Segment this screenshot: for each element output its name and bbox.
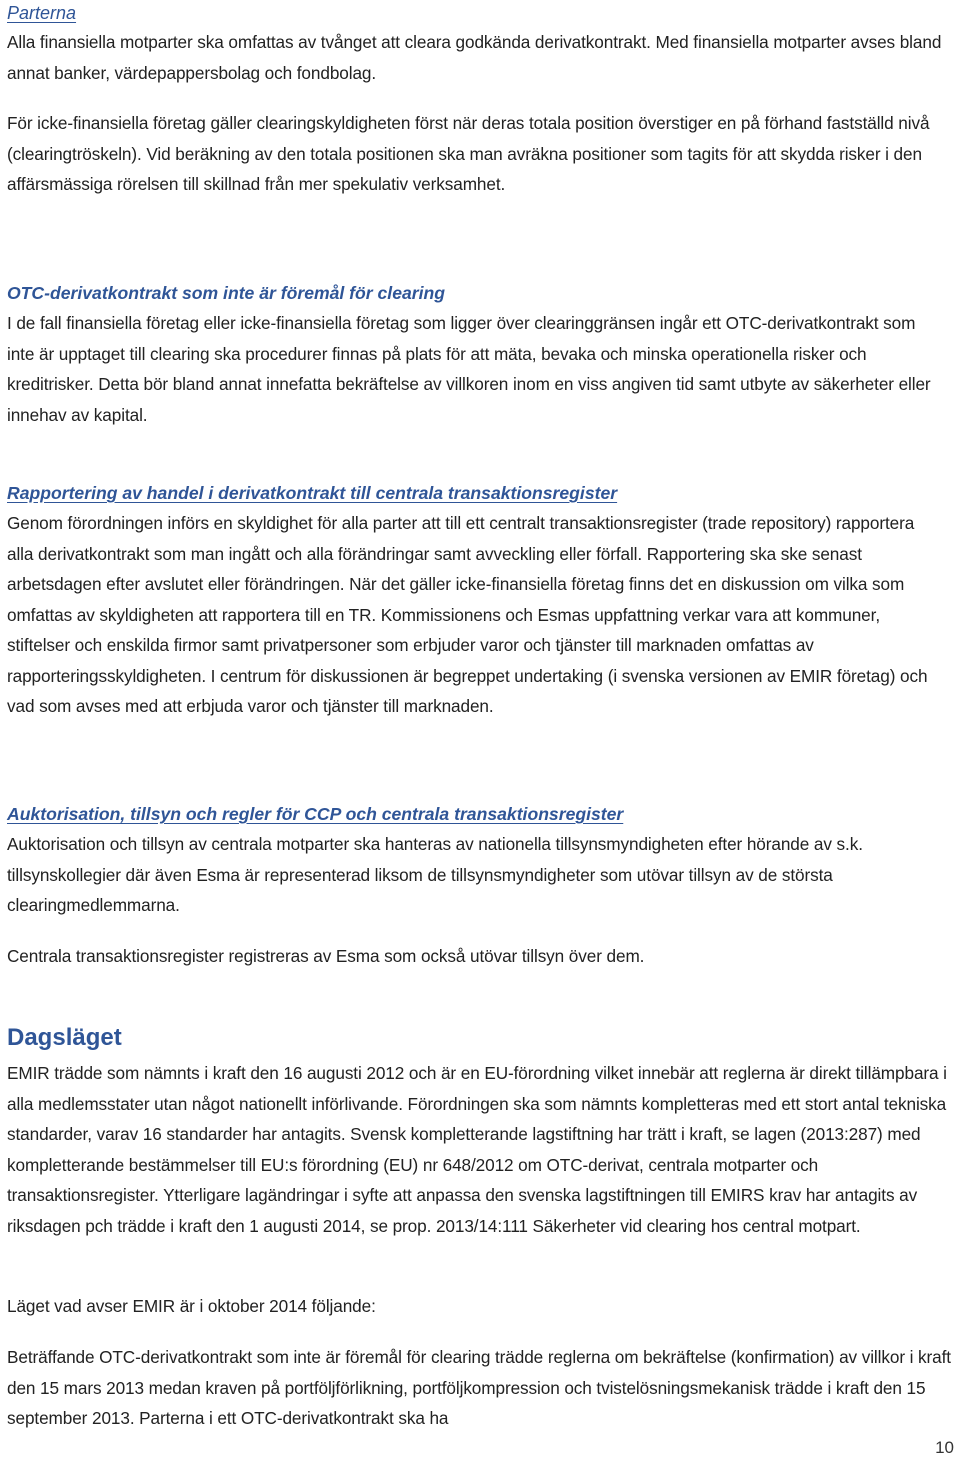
paragraph: Beträffande OTC-derivatkontrakt som inte är föremål för clearing trädde reglerna om bekräftelse (konfirmation) av villkor i kraft den 15 mars 2013 medan kraven på portföljförlikning, portföljkompression och tvistelösningsmekanisk trädde i kraft den 15 september 2013. Parterna i ett OTC-derivatkontrakt ska ha — [7, 1347, 951, 1428]
section-heading-parterna: Parterna — [7, 3, 77, 23]
section-heading-otc: OTC-derivatkontrakt som inte är föremål för clearing — [7, 283, 445, 303]
paragraph: Alla finansiella motparter ska omfattas av tvånget att cleara godkända derivatkontrakt. Med finansiella motparter avses bland annat banker, värdepappersbolag och fondbolag. — [7, 32, 942, 83]
paragraph: Genom förordningen införs en skyldighet för alla parter att till ett centralt transaktionsregister (trade repository) rapportera alla derivatkontrakt som man ingått och alla förändringar samt avveckling eller förfall. Rapportering ska ske senast arbetsdagen efter avslutet eller förändringen. När det gäller icke-finansiella företag finns det en diskussion om vilka som omfattas av skyldigheten att rapportera till en TR. Kommissionens och Esmas uppfattning verkar vara att kommuner, stiftelser och enskilda firmor samt privatpersoner som erbjuder varor och tjänster till marknaden omfattas av rapporteringsskyldigheten. I centrum för diskussionen är begreppet undertaking (i svenska versionen av EMIR företag) och vad som avses med att erbjuda varor och tjänster till marknaden. — [7, 513, 928, 716]
section-heading-auktorisation: Auktorisation, tillsyn och regler för CCP och centrala transaktionsregister — [7, 804, 624, 824]
paragraph: För icke-finansiella företag gäller clearingskyldigheten först när deras totala position överstiger en på förhand fastställd nivå (clearingtröskeln). Vid beräkning av den totala positionen ska man avräkna positioner som tagits för att skydda risker i den affärsmässiga rörelsen till skillnad från mer spekulativ verksamhet. — [7, 113, 930, 194]
paragraph: Centrala transaktionsregister registreras av Esma som också utövar tillsyn över dem. — [7, 946, 645, 966]
section-heading-rapportering: Rapportering av handel i derivatkontrakt till centrala transaktionsregister — [7, 483, 618, 503]
paragraph: I de fall finansiella företag eller icke-finansiella företag som ligger över clearinggränsen ingår ett OTC-derivatkontrakt som inte är upptaget till clearing ska procedurer finnas på plats för att mäta, bevaka och minska operationella risker och kreditrisker. Detta bör bland annat innefatta bekräftelse av villkoren inom en viss angiven tid samt utbyte av säkerheter eller innehav av kapital. — [7, 313, 931, 425]
section-heading-dagslaget: Dagsläget — [7, 1024, 122, 1051]
page-number: 10 — [935, 1438, 954, 1457]
paragraph: Auktorisation och tillsyn av centrala motparter ska hanteras av nationella tillsynsmyndigheten efter hörande av s.k. tillsynskollegier där även Esma är representerad liksom de tillsynsmyndigheter som utövar tillsyn av de största clearingmedlemmarna. — [7, 834, 863, 915]
paragraph: EMIR trädde som nämnts i kraft den 16 augusti 2012 och är en EU-förordning vilket innebär att reglerna är direkt tillämpbara i alla medlemsstater utan något nationellt införlivande. Förordningen ska som nämnts kompletteras med ett stort antal tekniska standarder, varav 16 standarder har antagits. Svensk kompletterande lagstiftning har trätt i kraft, se lagen (2013:287) med kompletterande bestämmelser till EU:s förordning (EU) nr 648/2012 om OTC-derivat, centrala motparter och transaktionsregister. Ytterligare lagändringar i syfte att anpassa den svenska lagstiftningen till EMIRS krav har antagits av riksdagen pch trädde i kraft den 1 augusti 2014, se prop. 2013/14:111 Säkerheter vid clearing hos central motpart. — [7, 1063, 947, 1236]
paragraph: Läget vad avser EMIR är i oktober 2014 följande: — [7, 1296, 376, 1316]
